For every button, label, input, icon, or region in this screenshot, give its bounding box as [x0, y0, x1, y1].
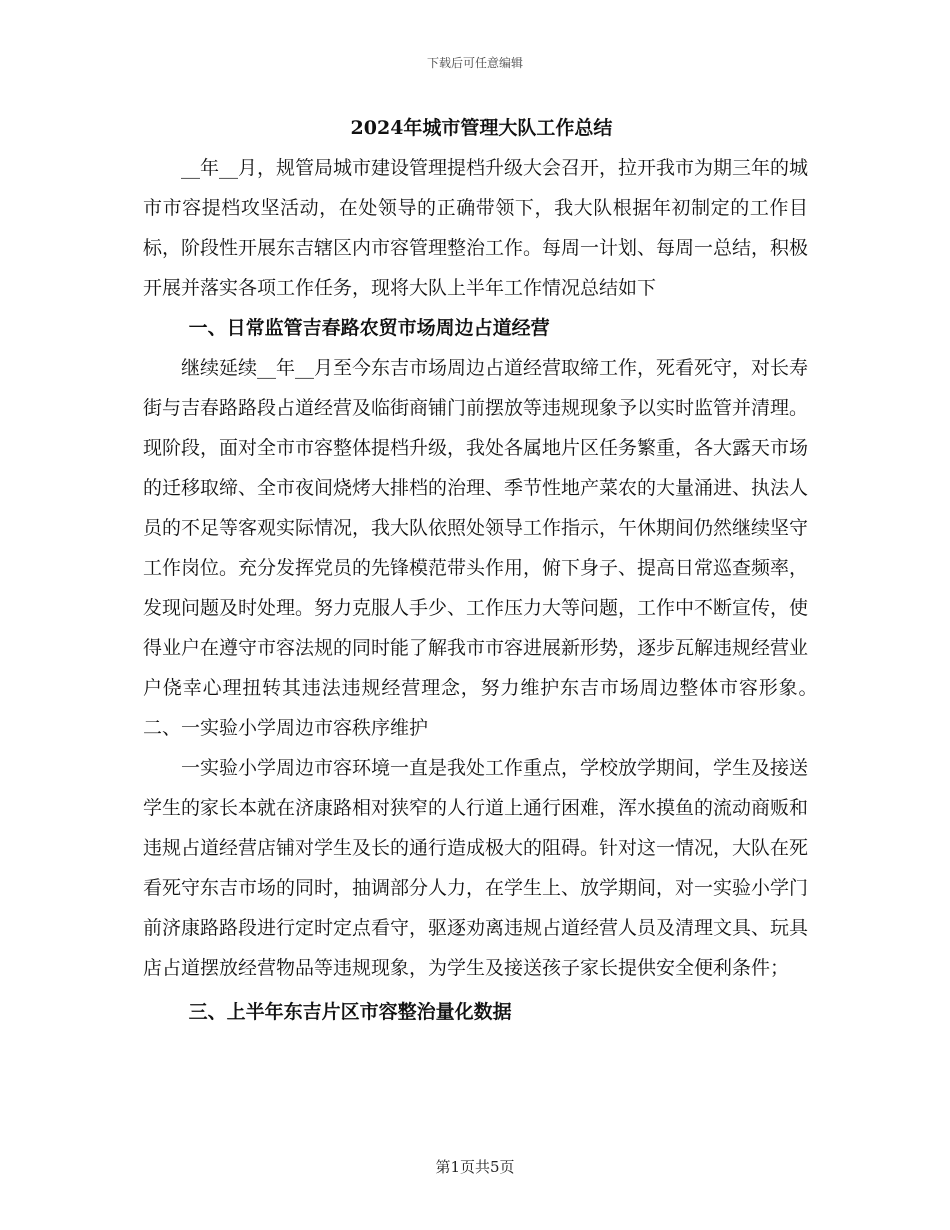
section-1-heading: 一、日常监管吉春路农贸市场周边占道经营: [188, 317, 550, 339]
section-1-paragraph: [143, 348, 808, 748]
section-1-body: 继续延续__年__月至今东吉市场周边占道经营取缔工作，死看死守，对长寿街与吉春路路段占道经营及临街商铺门前摆放等违规现象予以实时监管并清理。现阶段，面对全市市容整体提档升级，我处各属地片区任务繁重，各大露天市场的迁移取缔、全市夜间烧烤大排档的治理、季节性地产菜农的大量涌进、执法人员的不足等客观实际情况，我大队依照处领导工作指示，午休期间仍然继续坚守工作岗位。充分发挥党员的先锋模范带头作用，俯下身子、提高日常巡查频率，发现问题及时处理。努力克服人手少、工作压力大等问题，工作中不断宣传，使得业户在遵守市容法规的同时能了解我市市容进展新形势，逐步瓦解违规经营业户侥幸心理扭转其违法违规经营理念，努力维护东吉市场周边整体市容形象。: [143, 357, 809, 699]
document-body: [143, 108, 808, 1032]
page-number-footer: 第1页共5页: [435, 1158, 515, 1176]
document-title: 2024年城市管理大队工作总结: [350, 117, 613, 139]
page-header-note: 下载后可任意编辑: [426, 56, 523, 70]
section-2-heading: 二、一实验小学周边市容秩序维护: [143, 717, 429, 739]
section-3-heading: 三、上半年东吉片区市容整治量化数据: [188, 1001, 512, 1023]
intro-paragraph: __年__月，规管局城市建设管理提档升级大会召开，拉开我市为期三年的城市市容提档攻坚活动，在处领导的正确带领下，我大队根据年初制定的工作目标，阶段性开展东吉辖区内市容管理整治工作。每周一计划、每周一总结，积极开展并落实各项工作任务，现将大队上半年工作情况总结如下: [143, 157, 809, 299]
section-2-paragraph: 一实验小学周边市容环境一直是我处工作重点，学校放学期间，学生及接送学生的家长本就在济康路相对狭窄的人行道上通行困难，浑水摸鱼的流动商贩和违规占道经营店铺对学生及长的通行造成极大的阻碍。针对这一情况，大队在死看死守东吉市场的同时，抽调部分人力，在学生上、放学期间，对一实验小学门前济康路路段进行定时定点看守，驱逐劝离违规占道经营人员及清理文具、玩具店占道摆放经营物品等违规现象，为学生及接送孩子家长提供安全便利条件；: [143, 757, 809, 979]
